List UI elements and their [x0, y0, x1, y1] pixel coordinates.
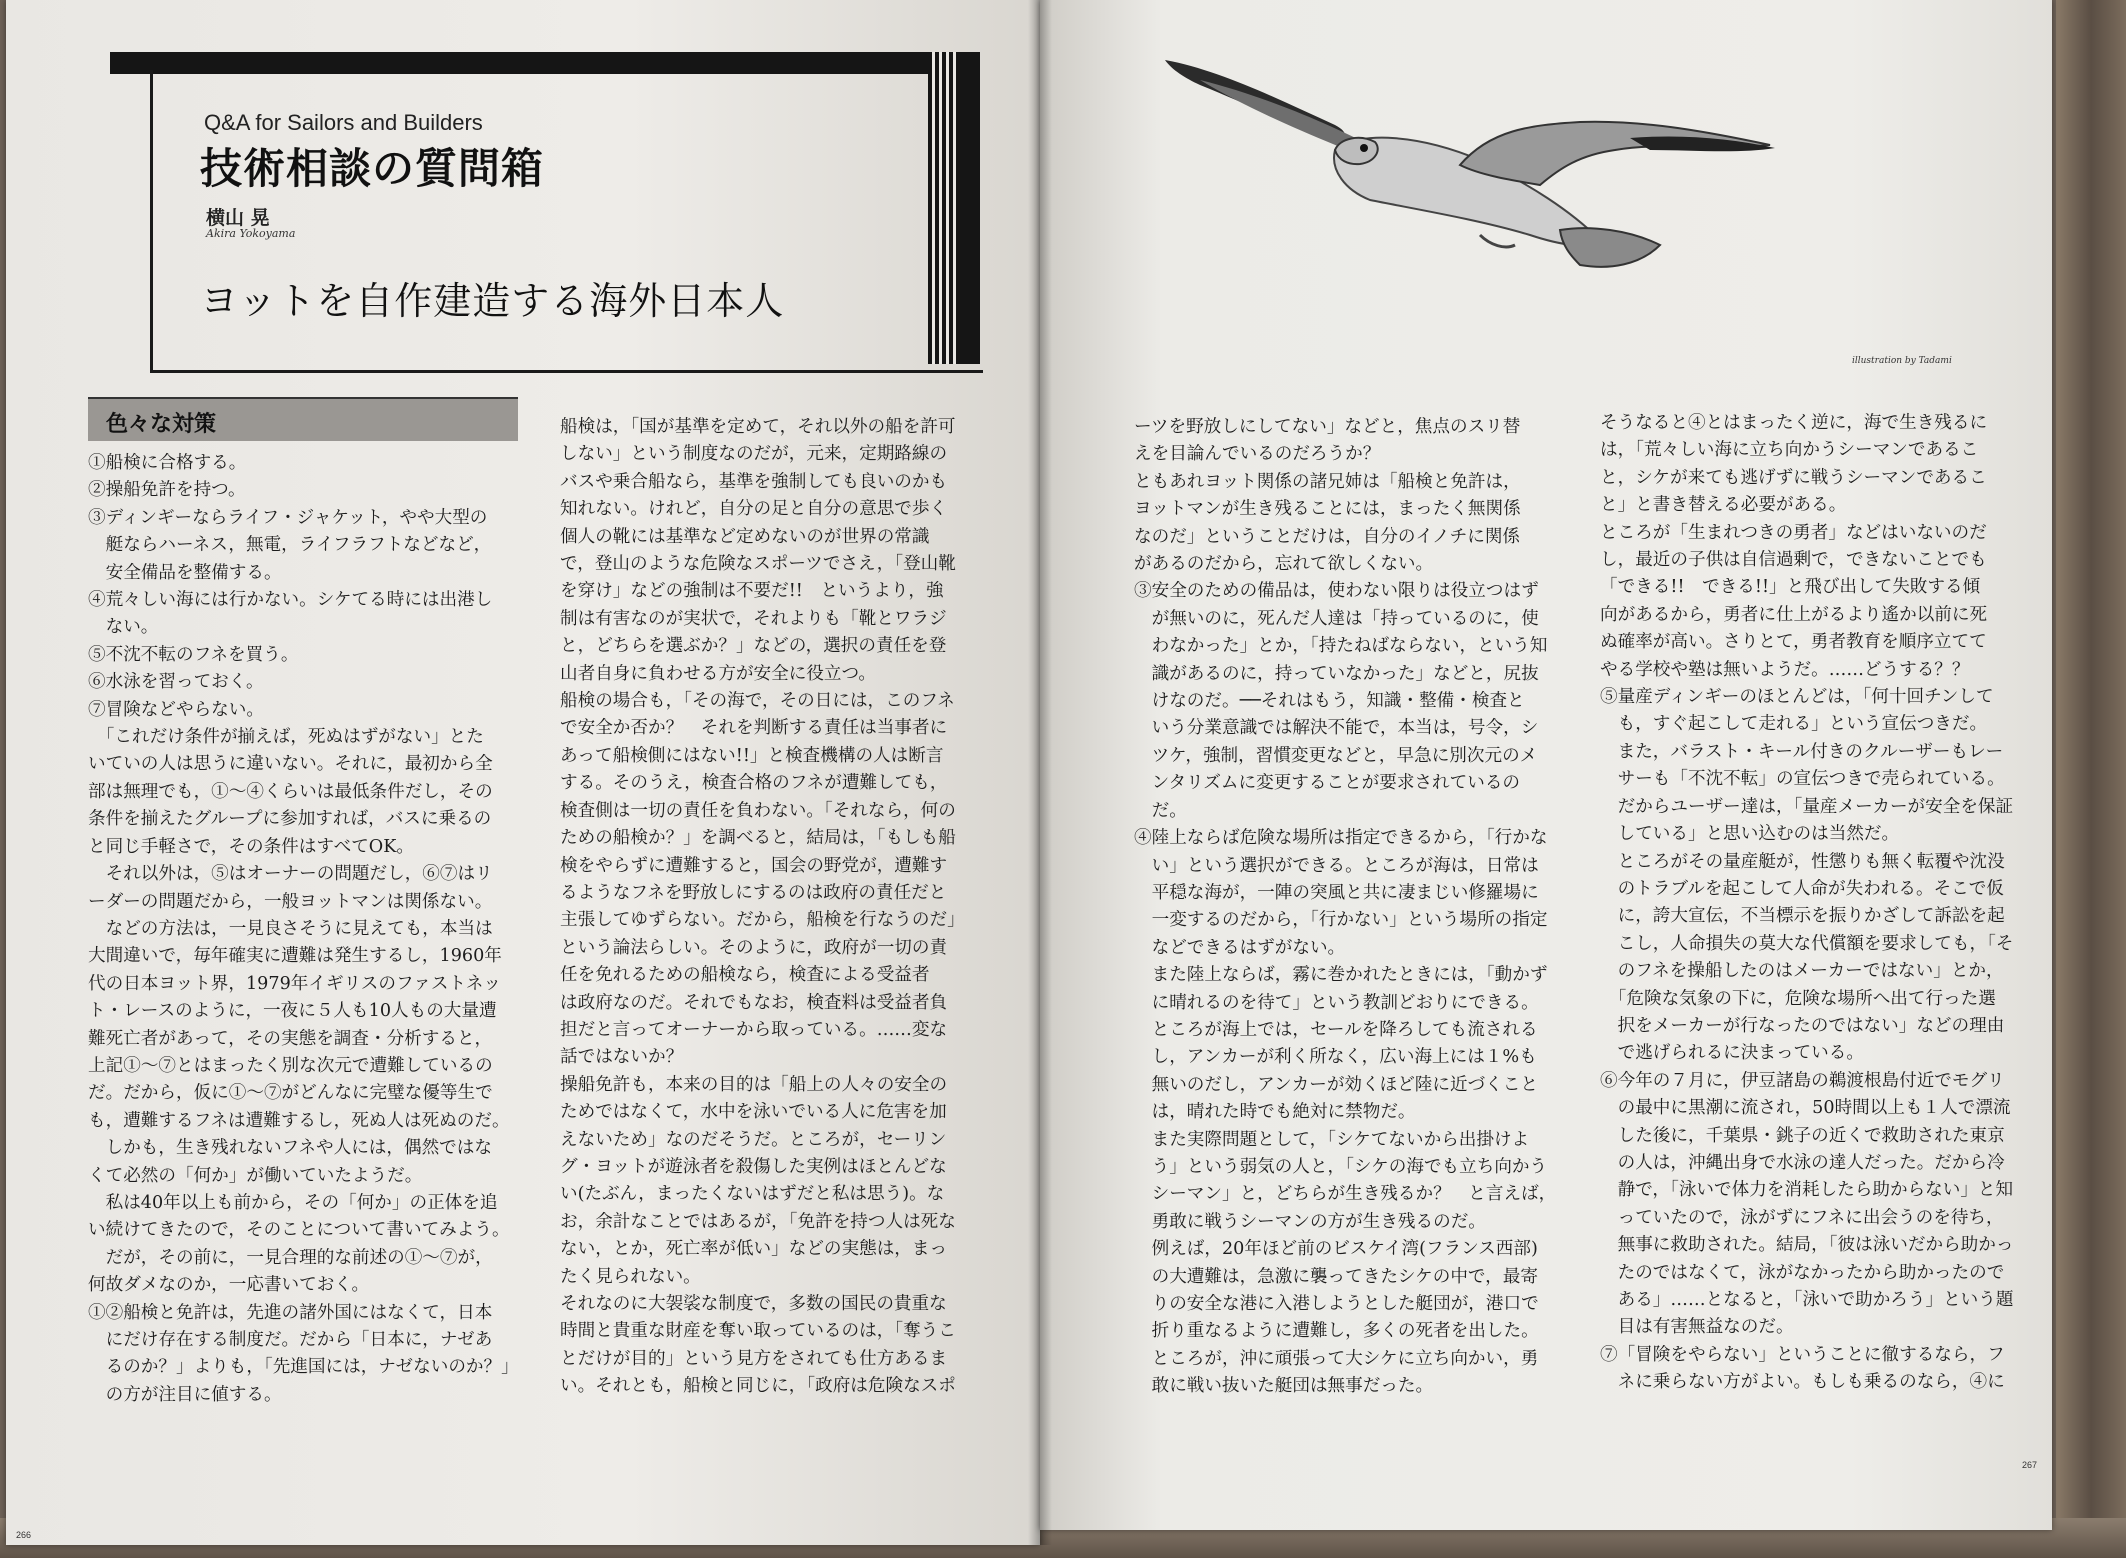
text-line: 安全備品を整備する。: [88, 562, 282, 583]
text-line: やる学校や塾は無いようだ。……どうする？？: [1600, 659, 1970, 680]
text-line: 「これだけ条件が揃えば，死ぬはずがない」とた: [88, 727, 484, 748]
text-line: 制は有害なのが実状で，それよりも「靴とワラジ: [560, 608, 947, 629]
text-line: いう分業意識では解決不能で，本当は，号令，シ: [1134, 718, 1539, 739]
text-line: 操船免許も，本来の目的は「船上の人々の安全の: [560, 1074, 948, 1095]
text-line: ためではなくて，水中を泳いでいる人に危害を加: [560, 1102, 947, 1123]
text-line: 任を免れるための船検なら，検査による受益者: [560, 965, 930, 986]
bird-right-wing-tip: [1630, 136, 1775, 151]
text-line: い」という選択ができる。ところが海は，日常は: [1134, 855, 1539, 876]
text-line: 検査側は一切の責任を負わない。「それなら，何の: [560, 800, 956, 821]
text-line: ⑥今年の７月に，伊豆諸島の鵜渡根島付近でモグリ: [1600, 1070, 2005, 1091]
text-line: ーツを野放しにしてない」などと，焦点のスリ替: [1134, 417, 1521, 437]
text-line: 代の日本ヨット界，1979年イギリスのファストネッ: [88, 973, 502, 994]
text-line: 目は有害無益なのだ。: [1600, 1317, 1794, 1338]
text-column-2: [560, 414, 1010, 1401]
text-line: し，アンカーが利く所なく，広い海上には１%も: [1134, 1047, 1537, 1068]
text-line: いていの人は思うに違いない。それに，最初から全: [88, 754, 493, 775]
text-line: それ以外は，⑤はオーナーの問題だし，⑥⑦はリ: [88, 864, 493, 885]
bird-head: [1335, 138, 1378, 164]
text-line: 「危険な気象の下に，危険な場所へ出て行った選: [1600, 988, 1996, 1009]
text-line: ぬ確率が高い。さりとて，勇者教育を順序立てて: [1600, 632, 1987, 653]
text-line: ある」……となると，「泳いで助かろう」という題: [1600, 1290, 2014, 1310]
text-column-1: [88, 450, 518, 1409]
text-line: などの方法は，一見良さそうに見えても，本当は: [88, 918, 493, 939]
text-line: 例えば，20年ほど前のビスケイ湾(フランス西部): [1134, 1239, 1538, 1260]
text-line: で，登山のような危険なスポーツでさえ，「登山靴: [560, 554, 956, 575]
text-line: ③安全のための備品は，使わない限りは役立つはず: [1134, 581, 1539, 602]
text-line: の大遭難は，急激に襲ってきたシケの中で，最寄: [1134, 1266, 1538, 1287]
bird-illustration: [1160, 50, 1790, 310]
text-line: 艇ならハーネス，無電，ライフラフトなどなど，: [88, 535, 492, 556]
text-line: と，どちらを選ぶか？」などの，選択の責任を登: [560, 636, 947, 657]
text-line: ところが，沖に頑張って大シケに立ち向かい，勇: [1134, 1348, 1539, 1369]
text-line: だ。: [1134, 800, 1187, 821]
page-number-right: 267: [2022, 1460, 2038, 1470]
text-line: 無事に救助された。結局，「彼は泳いだから助かっ: [1600, 1235, 2014, 1256]
carpet-background: [2056, 0, 2126, 1558]
text-line: 部は無理でも，①〜④くらいは最低条件だし，その: [88, 781, 493, 802]
text-line: ともあれヨット関係の諸兄姉は「船検と免許は，: [1134, 471, 1521, 492]
text-line: るようなフネを野放しにするのは政府の責任だと: [560, 882, 947, 903]
text-line: 船検の場合も，「その海で，その日には，このフネ: [560, 691, 955, 712]
text-line: ための船検か？」を調べると，結局は，「もしも船: [560, 828, 956, 849]
text-line: が無いのに，死んだ人達は「持っているのに，使: [1134, 608, 1539, 629]
text-line: し，最近の子供は自信過剰で，できないことでも: [1600, 550, 1987, 571]
text-line: だが，その前に，一見合理的な前述の①〜⑦が，: [88, 1247, 493, 1268]
text-line: 一変するのだから，「行かない」という場所の指定: [1134, 910, 1548, 931]
illustration-credit: illustration by Tadami: [1852, 356, 1952, 366]
text-line: 私は40年以上も前から，その「何か」の正体を追: [88, 1192, 498, 1213]
text-line: の方が注目に値する。: [88, 1384, 282, 1405]
bird-right-wing: [1460, 122, 1770, 185]
text-line: 何故ダメなのか，一応書いておく。: [88, 1275, 370, 1296]
text-line: う」という弱気の人と，「シケの海でも立ち向かう: [1134, 1156, 1548, 1177]
text-line: 静で，「泳いで体力を消耗したら助からない」と知: [1600, 1180, 2014, 1201]
bird-feet: [1480, 235, 1515, 247]
text-line: とだけが目的」という見方をされても仕方あるま: [560, 1348, 948, 1369]
text-line: 主張してゆずらない。だから，船検を行なうのだ」: [560, 910, 965, 931]
text-line: 識があるのに，持っていなかった」などと，尻抜: [1134, 663, 1539, 684]
author-name: 横山 晃: [206, 207, 270, 229]
text-line: 担だと言ってオーナーから取っている。……変な: [560, 1019, 948, 1040]
text-line: も，遭難するフネは遭難するし，死ぬ人は死ぬのだ。: [88, 1110, 510, 1131]
text-line: 難死亡者があって，その実態を調査・分析すると，: [88, 1028, 493, 1049]
text-line: ところが「生まれつきの勇者」などはいないのだ: [1600, 522, 1987, 543]
text-column-3: [1134, 414, 1574, 1401]
text-line: ⑦冒険などやらない。: [88, 699, 264, 720]
text-line: ーダーの問題だから，一般ヨットマンは関係ない。: [88, 891, 493, 912]
text-line: りの安全な港に入港しようとした艇団が，港口で: [1134, 1294, 1539, 1314]
text-line: 敢に戦い抜いた艇団は無事だった。: [1134, 1376, 1434, 1397]
series-kicker: Q&A for Sailors and Builders: [204, 110, 483, 135]
text-line: お，余計なことではあるが，「免許を持つ人は死な: [560, 1211, 956, 1232]
section-heading-text: 色々な対策: [106, 412, 217, 437]
text-line: 上記①〜⑦とはまったく別な次元で遭難しているの: [88, 1055, 493, 1076]
text-line: だからユーザー達は，「量産メーカーが安全を保証: [1600, 796, 2014, 817]
text-line: 時間と貴重な財産を奪い取っているのは，「奪うこ: [560, 1321, 956, 1342]
text-line: ツケ，強制，習慣変更などと，早急に別次元のメ: [1134, 745, 1538, 766]
text-line: い続けてきたので，そのことについて書いてみよう。: [88, 1220, 510, 1241]
text-line: 条件を揃えたグループに参加すれば，バスに乗るの: [88, 809, 492, 830]
page-number-left: 266: [16, 1530, 32, 1540]
text-line: 船検は，「国が基準を定めて，それ以外の船を許可: [560, 417, 956, 437]
text-line: わなかった」とか，「持たねばならない，という知: [1134, 636, 1548, 657]
text-line: 知れない。けれど，自分の足と自分の意思で歩く: [560, 499, 948, 520]
text-line: ①②船検と免許は，先進の諸外国にはなくて，日本: [88, 1302, 493, 1323]
text-line: と」と書き替える必要がある。: [1600, 495, 1847, 516]
text-line: する。そのうえ，検査合格のフネが遭難しても，: [560, 773, 948, 794]
header-solid-bar: [958, 52, 980, 364]
text-line: しかも，生き残れないフネや人には，偶然ではな: [88, 1138, 492, 1159]
text-line: グ・ヨットが遊泳者を殺傷した実例はほとんどな: [560, 1156, 947, 1177]
text-line: のトラブルを起こして人命が失われる。そこで仮: [1600, 878, 2004, 899]
text-line: あって船検側にはない!!」と検査機構の人は断言: [560, 745, 944, 766]
text-line: ⑤量産ディンギーのほとんどは，「何十回チンして: [1600, 687, 1994, 708]
text-line: たく見られない。: [560, 1266, 701, 1287]
text-line: があるのだから，忘れて欲しくない。: [1134, 554, 1434, 575]
text-line: 山者自身に負わせる方が安全に役立つ。: [560, 663, 876, 684]
text-line: 「できる!! できる!!」と飛び出して失敗する傾: [1600, 577, 1981, 598]
text-line: 検をやらずに遭難すると，国会の野党が，遭難す: [560, 855, 948, 876]
text-line: そうなると④とはまったく逆に，海で生き残るに: [1600, 413, 1988, 433]
text-column-4: [1600, 410, 2025, 1397]
text-line: サーも「不沈不転」の宣伝つきで売られている。: [1600, 769, 2005, 790]
text-line: に晴れるのを待て」という教訓どおりにできる。: [1134, 992, 1539, 1013]
text-line: だ。だから，仮に①〜⑦がどんなに完璧な優等生で: [88, 1083, 493, 1104]
text-line: の人は，沖縄出身で水泳の達人だった。だから冷: [1600, 1152, 2005, 1173]
text-line: した後に，千葉県・銚子の近くで救助された東京: [1600, 1125, 2005, 1146]
text-line: ト・レースのように，一夜に５人も10人もの大量遭: [88, 1001, 497, 1022]
text-line: ンタリズムに変更することが要求されているの: [1134, 773, 1521, 794]
text-line: で安全か否か？ それを判断する責任は当事者に: [560, 718, 948, 739]
text-line: ない，とか，死亡率が低い」などの実態は，まっ: [560, 1239, 948, 1260]
text-line: は，晴れた時でも絶対に禁物だ。: [1134, 1102, 1416, 1123]
text-line: に，誇大宣伝，不当標示を振りかざして訴訟を起: [1600, 906, 2005, 927]
text-line: も，すぐ起こして走れる」という宣伝つきだ。: [1600, 714, 1988, 735]
text-line: くて必然の「何か」が働いていたようだ。: [88, 1165, 423, 1186]
text-line: ④陸上ならば危険な場所は指定できるから，「行かな: [1134, 828, 1548, 849]
text-line: している」と思い込むのは当然だ。: [1600, 824, 1900, 845]
text-line: などできるはずがない。: [1134, 937, 1346, 958]
text-line: シーマン」と，どちらが生き残るか？ と言えば，: [1134, 1184, 1557, 1205]
text-line: こし，人命損失の莫大な代償額を要求しても，「そ: [1600, 933, 2014, 954]
text-line: 個人の靴には基準など定めないのが世界の常識: [560, 526, 930, 547]
text-line: 択をメーカーが行なったのではない」などの理由: [1600, 1015, 2005, 1036]
bird-eye: [1360, 144, 1368, 152]
page-gutter: [1028, 0, 1052, 1545]
text-line: ネに乗らない方がよい。もしも乗るのなら，④に: [1600, 1372, 2005, 1393]
text-line: ⑦「冒険をやらない」ということに徹するなら，フ: [1600, 1344, 2005, 1365]
text-line: い。それとも，船検と同じに，「政府は危険なスポ: [560, 1376, 956, 1397]
text-line: ところが海上では，セールを降ろしても流される: [1134, 1019, 1538, 1040]
text-line: い(たぶん，まったくないはずだと私は思う)。な: [560, 1184, 945, 1205]
text-line: 無いのだし，アンカーが効くほど陸に近づくこと: [1134, 1074, 1538, 1095]
text-line: 向があるから，勇者に仕上がるより遙か以前に死: [1600, 604, 1988, 625]
text-line: なのだ」ということだけは，自分のイノチに関係: [1134, 526, 1521, 547]
text-line: けなのだ。──それはもう，知識・整備・検査と: [1134, 691, 1525, 712]
text-line: のフネを操船したのはメーカーではない」とか，: [1600, 961, 2004, 982]
text-line: たのではなくて，泳がなかったから助かったので: [1600, 1262, 2005, 1283]
text-line: 話ではないか？: [560, 1047, 684, 1068]
text-line: 平穏な海が，一陣の突風と共に凄まじい修羅場に: [1134, 882, 1539, 903]
text-line: ③ディンギーならライフ・ジャケット，やや大型の: [88, 507, 488, 528]
series-title: 技術相談の質問箱: [200, 144, 545, 193]
text-line: ①船検に合格する。: [88, 453, 247, 473]
section-heading: [88, 397, 518, 441]
text-line: それなのに大袈裟な制度で，多数の国民の貴重な: [560, 1294, 947, 1314]
text-line: 大間違いで，毎年確実に遭難は発生するし，1960年: [88, 946, 502, 967]
text-line: にだけ存在する制度だ。だから「日本に，ナゼあ: [88, 1330, 493, 1350]
text-line: 勇敢に戦うシーマンの方が生き残るのだ。: [1134, 1211, 1486, 1232]
text-line: 折り重なるように遭難し，多くの死者を出した。: [1134, 1321, 1539, 1342]
bird-tail: [1560, 228, 1660, 267]
text-line: で逃げられるに決まっている。: [1600, 1043, 1864, 1064]
text-line: の最中に黒潮に流され，50時間以上も１人で漂流: [1600, 1098, 2011, 1119]
text-line: えを目論んでいるのだろうか？: [1134, 444, 1381, 465]
text-line: と同じ手軽さで，その条件はすべてOK。: [88, 836, 414, 857]
article-title: ヨットを自作建造する海外日本人: [200, 279, 785, 323]
text-line: と，シケが来ても逃げずに戦うシーマンであるこ: [1600, 467, 1987, 488]
text-line: ④荒々しい海には行かない。シケてる時には出港し: [88, 590, 493, 611]
text-line: また，バラスト・キール付きのクルーザーもレー: [1600, 741, 2004, 762]
author-name-en: Akira Yokoyama: [206, 227, 296, 240]
text-line: を穿け」などの強制は不要だ!! というより，強: [560, 581, 944, 602]
text-line: っていたので，泳がずにフネに出会うのを待ち，: [1600, 1207, 2004, 1228]
text-line: また実際問題として，「シケてないから出掛けよ: [1134, 1129, 1530, 1150]
text-line: ⑥水泳を習っておく。: [88, 672, 264, 693]
text-line: は政府なのだ。それでもなお，検査料は受益者負: [560, 992, 948, 1013]
text-line: また陸上ならば，霧に巻かれたときには，「動かず: [1134, 965, 1548, 986]
text-line: ヨットマンが生き残ることには，まったく無関係: [1134, 499, 1521, 520]
text-line: ②操船免許を持つ。: [88, 480, 246, 501]
text-line: しない」という制度なのだが，元来，定期路線の: [560, 444, 948, 465]
text-line: という論法らしい。そのように，政府が一切の責: [560, 937, 948, 958]
text-line: は，「荒々しい海に立ち向かうシーマンであるこ: [1600, 440, 1979, 461]
text-line: ⑤不沈不転のフネを買う。: [88, 644, 299, 665]
text-line: ところがその量産艇が，性懲りも無く転覆や沈没: [1600, 851, 2005, 872]
text-line: ない。: [88, 617, 159, 638]
text-line: るのか？」よりも，「先進国には，ナゼないのか？」: [88, 1357, 519, 1378]
text-line: バスや乗合船なら，基準を強制しても良いのかも: [560, 471, 948, 492]
text-line: えないため」なのだそうだ。ところが，セーリン: [560, 1129, 947, 1150]
